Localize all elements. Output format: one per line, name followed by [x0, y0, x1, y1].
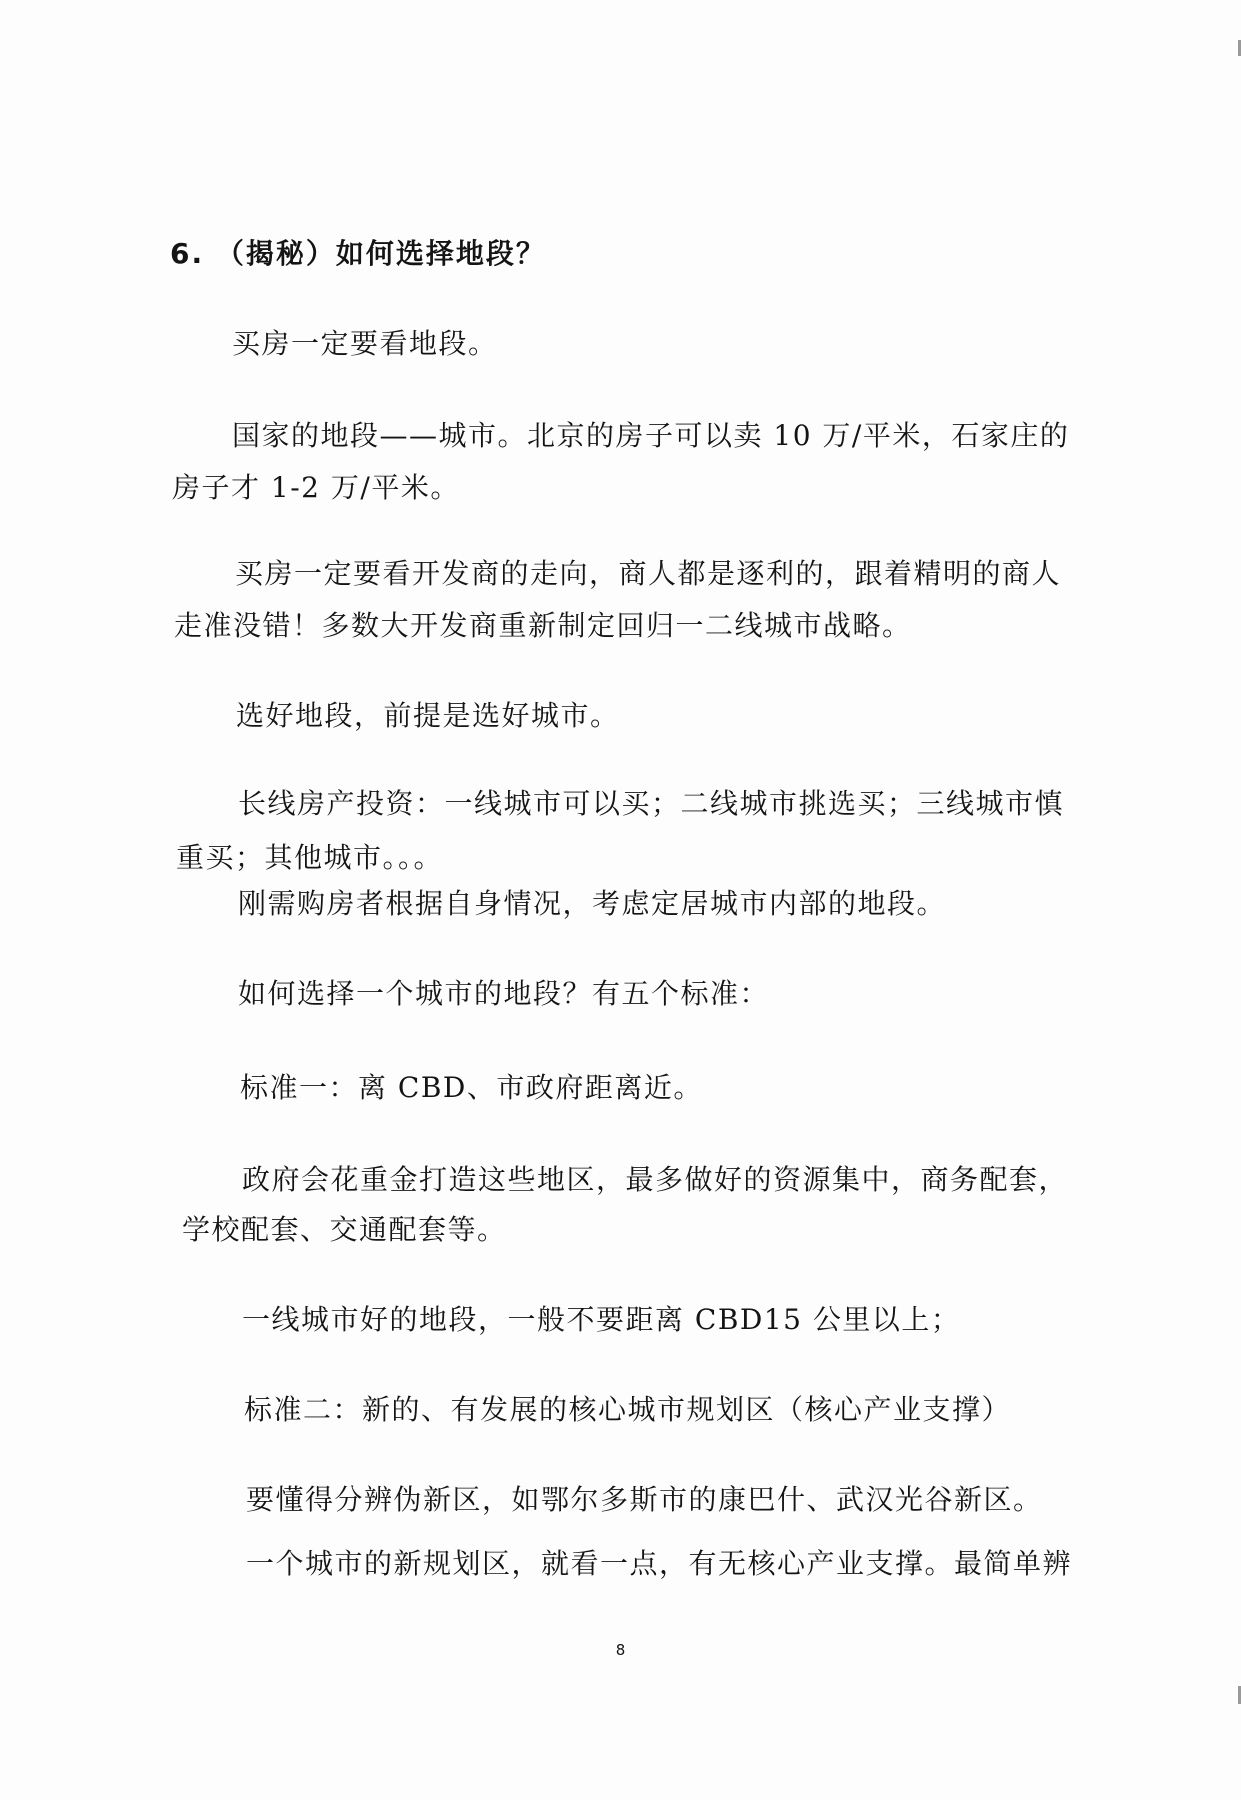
- paragraph-line: 买房一定要看开发商的走向，商人都是逐利的，跟着精明的商人: [235, 557, 1062, 590]
- paragraph-line: 国家的地段——城市。北京的房子可以卖 10 万/平米，石家庄的: [232, 419, 1070, 452]
- paragraph-line: 标准二：新的、有发展的核心城市规划区（核心产业支撑）: [244, 1393, 1012, 1426]
- page-number: 8: [615, 1641, 626, 1659]
- paragraph-line: 刚需购房者根据自身情况，考虑定居城市内部的地段。: [238, 887, 947, 920]
- paragraph-line: 政府会花重金打造这些地区，最多做好的资源集中，商务配套，: [242, 1163, 1069, 1196]
- paragraph-line: 长线房产投资：一线城市可以买；二线城市挑选买；三线城市慎: [238, 787, 1065, 820]
- paragraph-line: 要懂得分辨伪新区，如鄂尔多斯市的康巴什、武汉光谷新区。: [246, 1483, 1043, 1516]
- paragraph-line: 学校配套、交通配套等。: [182, 1213, 507, 1246]
- paragraph-line: 买房一定要看地段。: [232, 327, 498, 360]
- paragraph-line: 标准一：离 CBD、市政府距离近。: [240, 1071, 703, 1104]
- paragraph-line: 如何选择一个城市的地段？有五个标准：: [238, 977, 770, 1010]
- paragraph-line: 选好地段，前提是选好城市。: [236, 699, 620, 732]
- paragraph-line: 走准没错！多数大开发商重新制定回归一二线城市战略。: [174, 609, 912, 642]
- paragraph-line: 重买；其他城市。。。: [176, 841, 444, 874]
- paragraph-line: 房子才 1-2 万/平米。: [172, 471, 460, 504]
- paragraph-line: 一线城市好的地段，一般不要距离 CBD15 公里以上；: [242, 1303, 961, 1336]
- section-heading: 6. （揭秘）如何选择地段？: [170, 237, 546, 270]
- paragraph-line: 一个城市的新规划区，就看一点，有无核心产业支撑。最简单辨: [246, 1547, 1073, 1580]
